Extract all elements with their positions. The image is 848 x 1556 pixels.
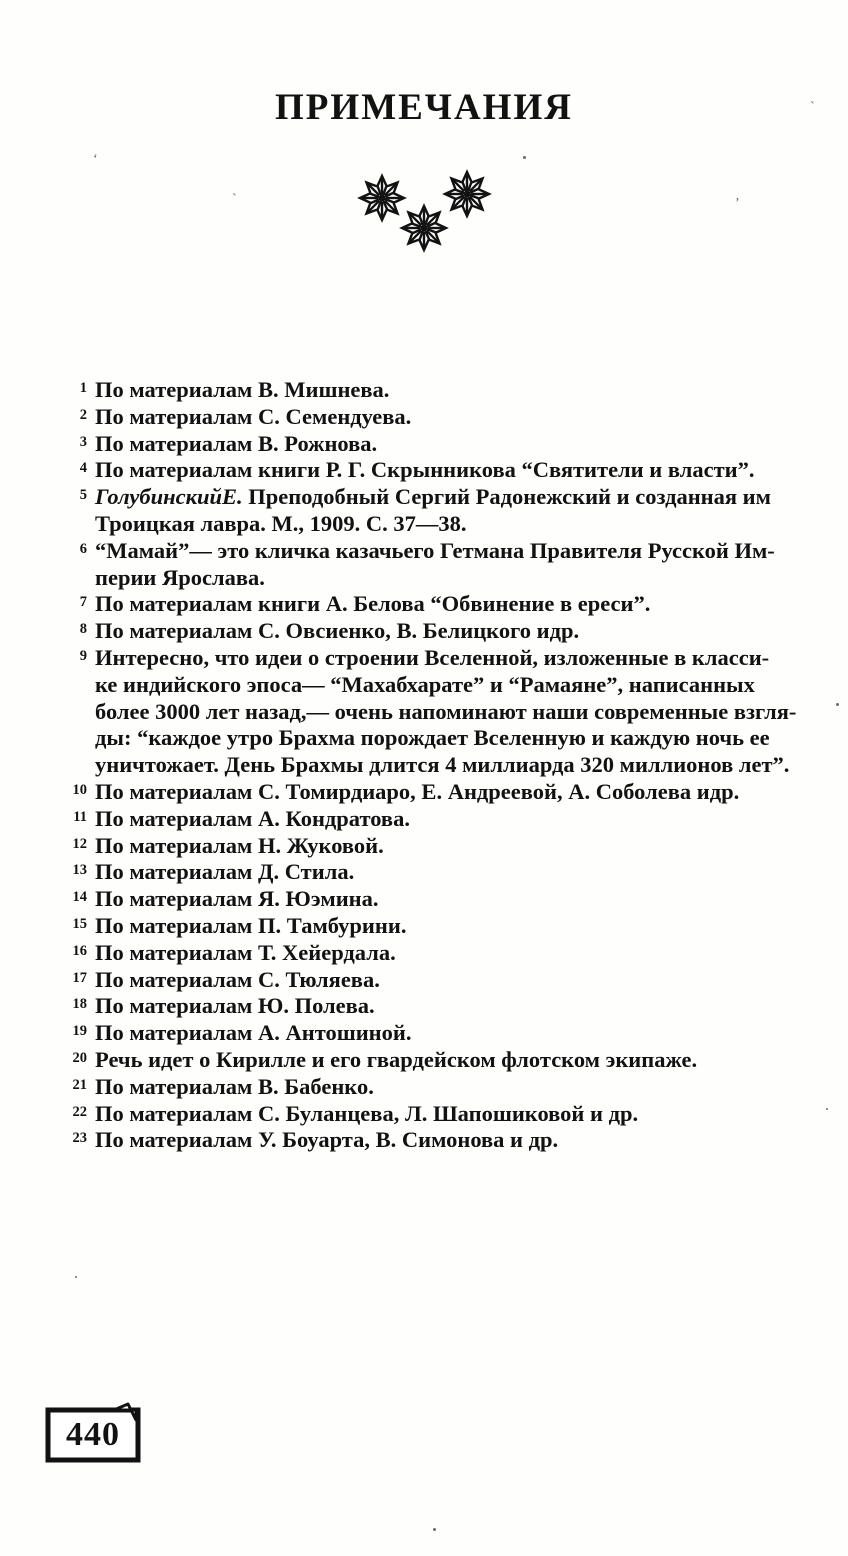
note-line: ке индийского эпоса— “Махабхарате” и “Рамаяне”, написанных [95,671,755,697]
note-item [60,779,818,806]
scan-speck [523,156,526,159]
note-line: По материалам В. Бабенко. [95,1073,374,1099]
note-number: 17 [72,969,87,986]
scan-speck: ` [232,192,237,207]
scan-speck [75,1276,77,1278]
note-number: 21 [72,1076,87,1093]
note-item [60,859,818,886]
note-line: уничтожает. День Брахмы длится 4 миллиарда 320 миллионов лет”. [95,752,790,778]
note-number: 12 [72,835,87,852]
note-line: более 3000 лет назад,— очень напоминают наши современные взгля- [95,698,797,724]
note-line: “Мамай”— это кличка казачьего Гетмана Правителя Русской Им- [95,537,775,563]
note-item [60,833,818,860]
note-item [60,1127,818,1154]
note-number: 3 [79,433,87,450]
note-item [60,1101,818,1128]
note-line: По материалам Т. Хейердала. [95,939,396,965]
note-item [60,913,818,940]
note-line: По материалам Ю. Полева. [95,993,375,1019]
note-item [60,967,818,994]
note-line: По материалам В. Рожнова. [95,430,378,456]
note-number: 9 [79,647,87,664]
note-item [60,886,818,913]
scan-speck [836,703,839,706]
note-line: По материалам В. Мишнева. [95,377,390,402]
note-line: ГолубинскийЕ. Преподобный Сергий Радонежский и созданная им [95,484,771,510]
note-author-lead: ГолубинскийЕ. [95,484,243,510]
note-number: 2 [79,406,87,423]
note-line: По материалам книги А. Белова “Обвинение в ереси”. [95,591,651,617]
note-number: 10 [72,781,87,798]
note-line: По материалам книги Р. Г. Скрынникова “Святители и власти”. [95,457,755,483]
star-ornament-icon [344,148,514,258]
note-number: 5 [79,487,87,504]
note-item [60,404,818,431]
note-number: 20 [72,1049,87,1066]
note-line: По материалам Д. Стила. [95,859,355,885]
page-number: 440 [66,1416,120,1453]
note-line: По материалам С. Томирдиаро, Е. Андреевой, А. Соболева идр. [95,778,740,804]
note-line: перии Ярослава. [95,564,265,590]
scan-speck: ‘ [93,152,98,167]
note-item [60,377,818,404]
note-line: По материалам С. Семендуева. [95,403,412,429]
note-number: 8 [79,621,87,638]
note-item [60,1047,818,1074]
note-line: По материалам Я. Юэмина. [95,886,379,912]
note-item [60,484,818,538]
note-line: По материалам У. Боуарта, В. Симонова и др. [95,1127,559,1153]
notes-list [60,377,818,1154]
note-line: По материалам А. Антошиной. [95,1020,412,1046]
note-item [60,1074,818,1101]
note-number: 22 [72,1103,87,1120]
scan-speck [433,1528,436,1531]
note-line: Интересно, что идеи о строении Вселенной, изложенные в класси- [95,644,770,670]
note-number: 7 [79,594,87,611]
scan-speck [826,1108,828,1110]
note-item [60,431,818,458]
note-number: 13 [72,862,87,879]
note-line: ды: “каждое утро Брахма порождает Вселенную и каждую ночь ее [95,725,770,751]
note-line: Троицкая лавра. М., 1909. С. 37—38. [95,510,467,536]
note-item [60,940,818,967]
note-number: 14 [72,889,87,906]
note-item [60,618,818,645]
page-number-badge [44,1402,154,1466]
note-number: 16 [72,942,87,959]
note-line: По материалам П. Тамбурини. [95,912,407,938]
note-line: По материалам С. Овсиенко, В. Белицкого идр. [95,618,580,644]
note-line: Речь идет о Кирилле и его гвардейском флотском экипаже. [95,1046,698,1072]
note-item [60,591,818,618]
note-line: По материалам Н. Жуковой. [95,832,384,858]
note-line: По материалам С. Буланцева, Л. Шапошиковой и др. [95,1100,639,1126]
note-number: 15 [72,915,87,932]
note-item [60,538,818,592]
note-line: По материалам А. Кондратова. [95,805,410,831]
note-item [60,457,818,484]
note-number: 23 [72,1130,87,1147]
note-item [60,993,818,1020]
note-number: 18 [72,996,87,1013]
note-number: 6 [79,540,87,557]
note-item [60,806,818,833]
note-item [60,1020,818,1047]
note-item [60,645,818,779]
page-title: ПРИМЕЧАНИЯ [275,87,573,128]
note-number: 4 [79,460,87,477]
note-line: По материалам С. Тюляева. [95,966,380,992]
note-number: 19 [72,1023,87,1040]
note-number: 11 [73,808,87,825]
note-number: 1 [79,380,87,396]
scan-speck: ’ [735,196,740,211]
scan-speck: ` [810,100,815,115]
